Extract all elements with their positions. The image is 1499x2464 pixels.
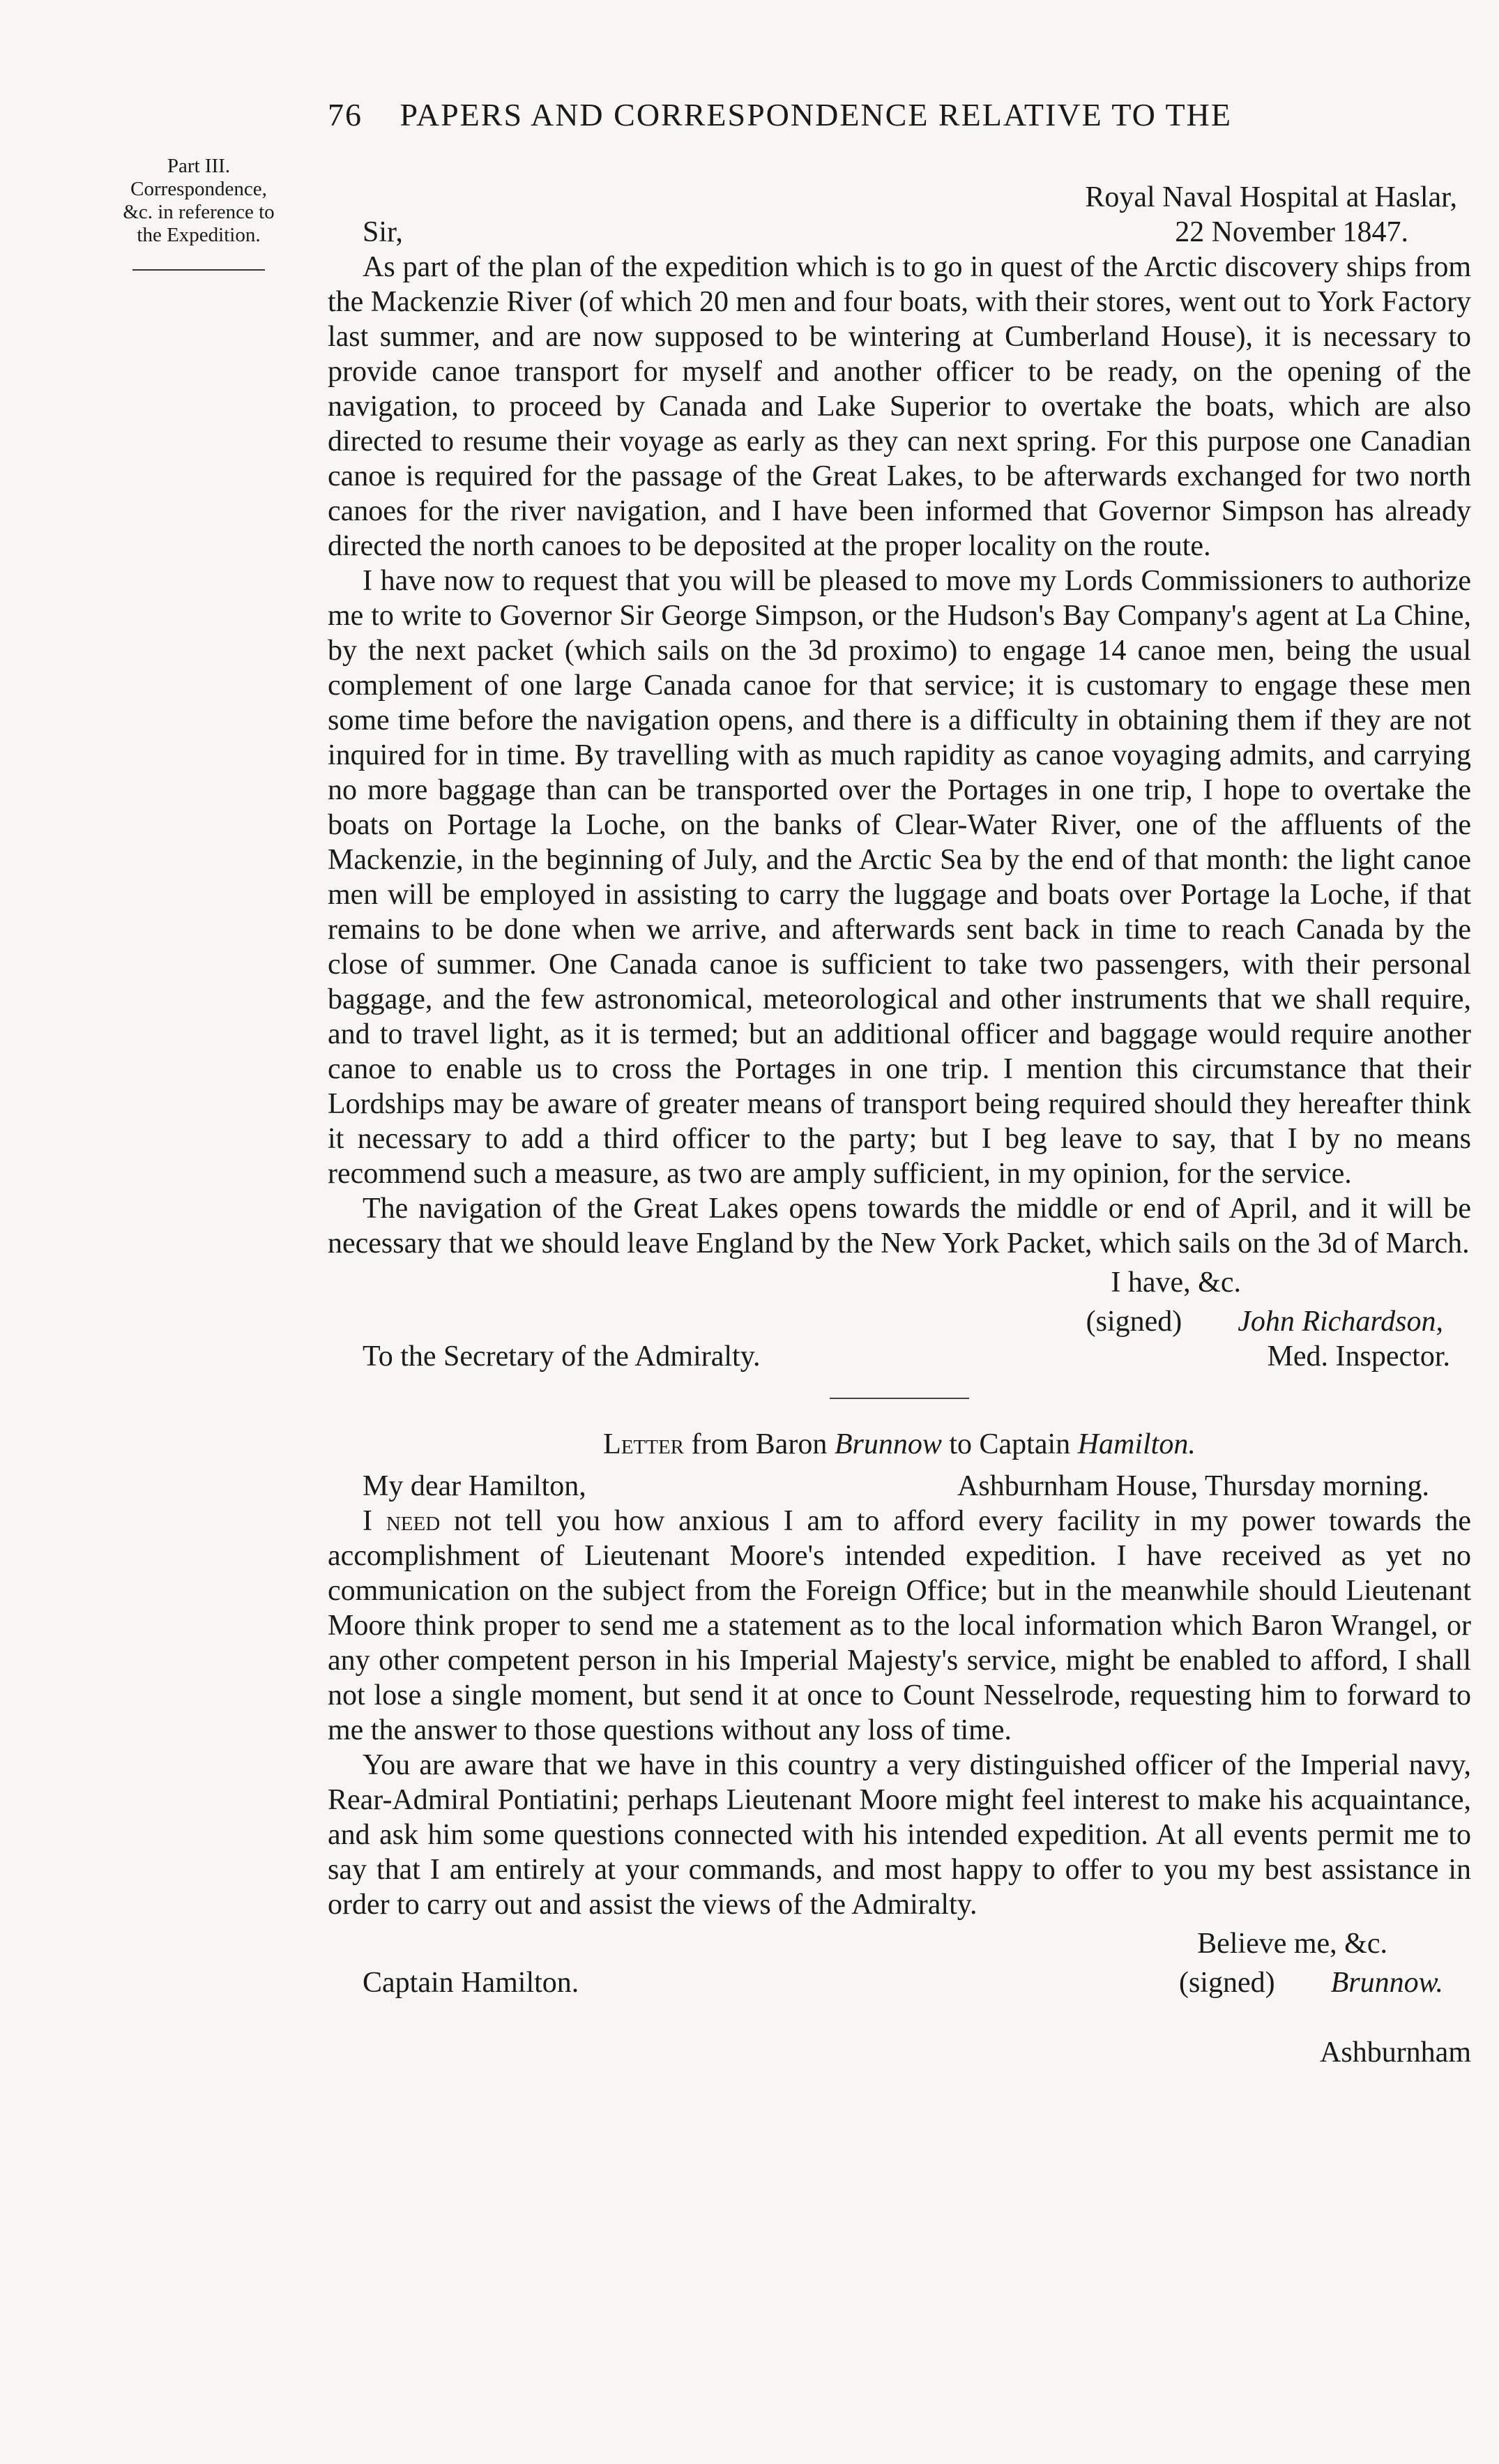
catchword: Ashburnham [1320,2036,1471,2069]
margin-note-line: Part III. [167,155,231,177]
letter1-signature: John Richardson, [1238,1306,1443,1338]
letter2-heading-word: Letter [603,1428,685,1460]
letter2-place-date: Ashburnham House, Thursday morning. [957,1470,1429,1502]
letter2-closing: Believe me, &c. [1197,1928,1387,1960]
page-number: 76 [328,97,363,133]
letter2-heading-sender: Brunnow [834,1428,942,1460]
letter-separator [830,1398,969,1399]
letter1-signed: (signed) [1086,1306,1182,1338]
page-body [328,180,1471,2070]
margin-note-line: &c. in reference to [123,201,275,223]
letter2-paragraph-text: not tell you how anxious I am to afford every facility in my power towards the accomplishment of Lieutenant Moore's intended expedition. I have received as yet no communication on the subject from the Foreign Office; but in the meanwhile should Lieutenant Moore think proper to send me a statement as to the local information which Baron Wrangel, or any other competent person in his Imperial Majesty's service, might be enabled to afford, I shall not lose a single moment, but send it at once to Count Nesselrode, requesting him to forward to me the answer to those questions without any loss of time. [328,1505,1471,1746]
letter2-signature-row [328,1965,1471,2000]
letter2-signature: Brunnow. [1330,1967,1443,1999]
running-title: PAPERS AND CORRESPONDENCE RELATIVE TO THE [400,97,1232,133]
letter2-paragraph [328,1504,1471,1748]
letter2-salutation-row [328,1469,1471,1504]
letter2-heading-from: from Baron [691,1428,828,1460]
letter1-salutation: Sir, [363,216,403,248]
letter1-paragraph: I have now to request that you will be pleased to move my Lords Commissioners to authorize me to write to Governor Sir George Simpson, or the Hudson's Bay Company's agent at La Chine, by the next packet (which sails on the 3d proximo) to engage 14 canoe men, being the usual complement of one large Canada canoe for that service; it is customary to engage these men some time before the navigation opens, and there is a difficulty in obtaining them if they are not inquired for in time. By travelling with as much rapidity as canoe voyaging admits, and carrying no more baggage than can be transported over the Portages in one trip, I hope to overtake the boats on Portage la Loche, on the banks of Clear-Water River, one of the affluents of the Mackenzie, in the beginning of July, and the Arctic Sea by the end of that month: the light canoe men will be employed in assisting to carry the luggage and boats over Portage la Loche, if that remains to be done when we arrive, and afterwards sent back in time to reach Canada by the close of summer. One Canada canoe is sufficient to take two passengers, with their personal baggage, and the few astronomical, meteorological and other instruments that we shall require, and to travel light, as it is termed; but an additional officer and baggage would require another canoe to enable us to cross the Portages in one trip. I mention this circumstance that their Lordships may be aware of greater means of transport being required should they hereafter think it necessary to add a third officer to the party; but I beg leave to say, that I by no means recommend such a measure, as two are amply sufficient, in my opinion, for the service. [328,565,1471,1190]
letter1-place: Royal Naval Hospital at Haslar, [1085,181,1457,213]
letter-brunnow [328,1427,1471,2070]
letter1-date: 22 November 1847. [1175,216,1408,248]
letter-richardson [328,180,1471,1374]
margin-note [84,155,314,271]
letter2-heading-to: to Captain [949,1428,1071,1460]
letter1-salutation-row [328,215,1471,250]
letter2-signature-line [1179,1965,1471,2000]
letter2-heading-recipient: Hamilton. [1077,1428,1196,1460]
letter2-first-word: I need [363,1505,441,1537]
letter1-paragraph: The navigation of the Great Lakes opens towards the middle or end of April, and it will be necessary that we should leave England by the New York Packet, which sails on the 3d of March. [328,1193,1471,1260]
letter2-signed: (signed) [1178,1967,1275,1999]
margin-note-rule [132,269,265,271]
margin-note-line: the Expedition. [137,224,261,246]
letter1-paragraph: As part of the plan of the expedition which is to go in quest of the Arctic discovery ships from the Mackenzie River (of which 20 men and four boats, with their stores, went out to York Factory last summer, and are now supposed to be wintering at Cumberland House), it is necessary to provide canoe transport for myself and another officer to be ready, on the opening of the navigation, to proceed by Canada and Lake Superior to overtake the boats, which are also directed to resume their voyage as early as they can next spring. For this purpose one Canadian canoe is required for the passage of the Great Lakes, to be afterwards exchanged for two north canoes for the river navigation, and I have been informed that Governor Simpson has already directed the north canoes to be deposited at the proper locality on the route. [328,251,1471,562]
letter1-addressee: To the Secretary of the Admiralty. [363,1340,761,1373]
margin-note-line: Correspondence, [130,178,267,200]
letter2-paragraph: You are aware that we have in this country a very distinguished officer of the Imperial navy, Rear-Admiral Pontiatini; perhaps Lieutenant Moore might feel interest to make his acquaintance, and ask him some questions connected with his intended expedition. At all events permit me to say that I am entirely at your commands, and most happy to offer to you my best assistance in order to carry out and assist the views of the Admiralty. [328,1749,1471,1921]
letter1-signature-line [328,1304,1471,1339]
letter2-salutation: My dear Hamilton, [363,1470,586,1502]
running-header [328,96,1374,133]
letter2-addressee: Captain Hamilton. [363,1967,579,1999]
letter1-closing: I have, &c. [1111,1267,1241,1299]
letter1-title: Med. Inspector. [1267,1340,1450,1373]
letter1-address-row [328,1339,1471,1374]
letter2-heading [328,1427,1471,1462]
